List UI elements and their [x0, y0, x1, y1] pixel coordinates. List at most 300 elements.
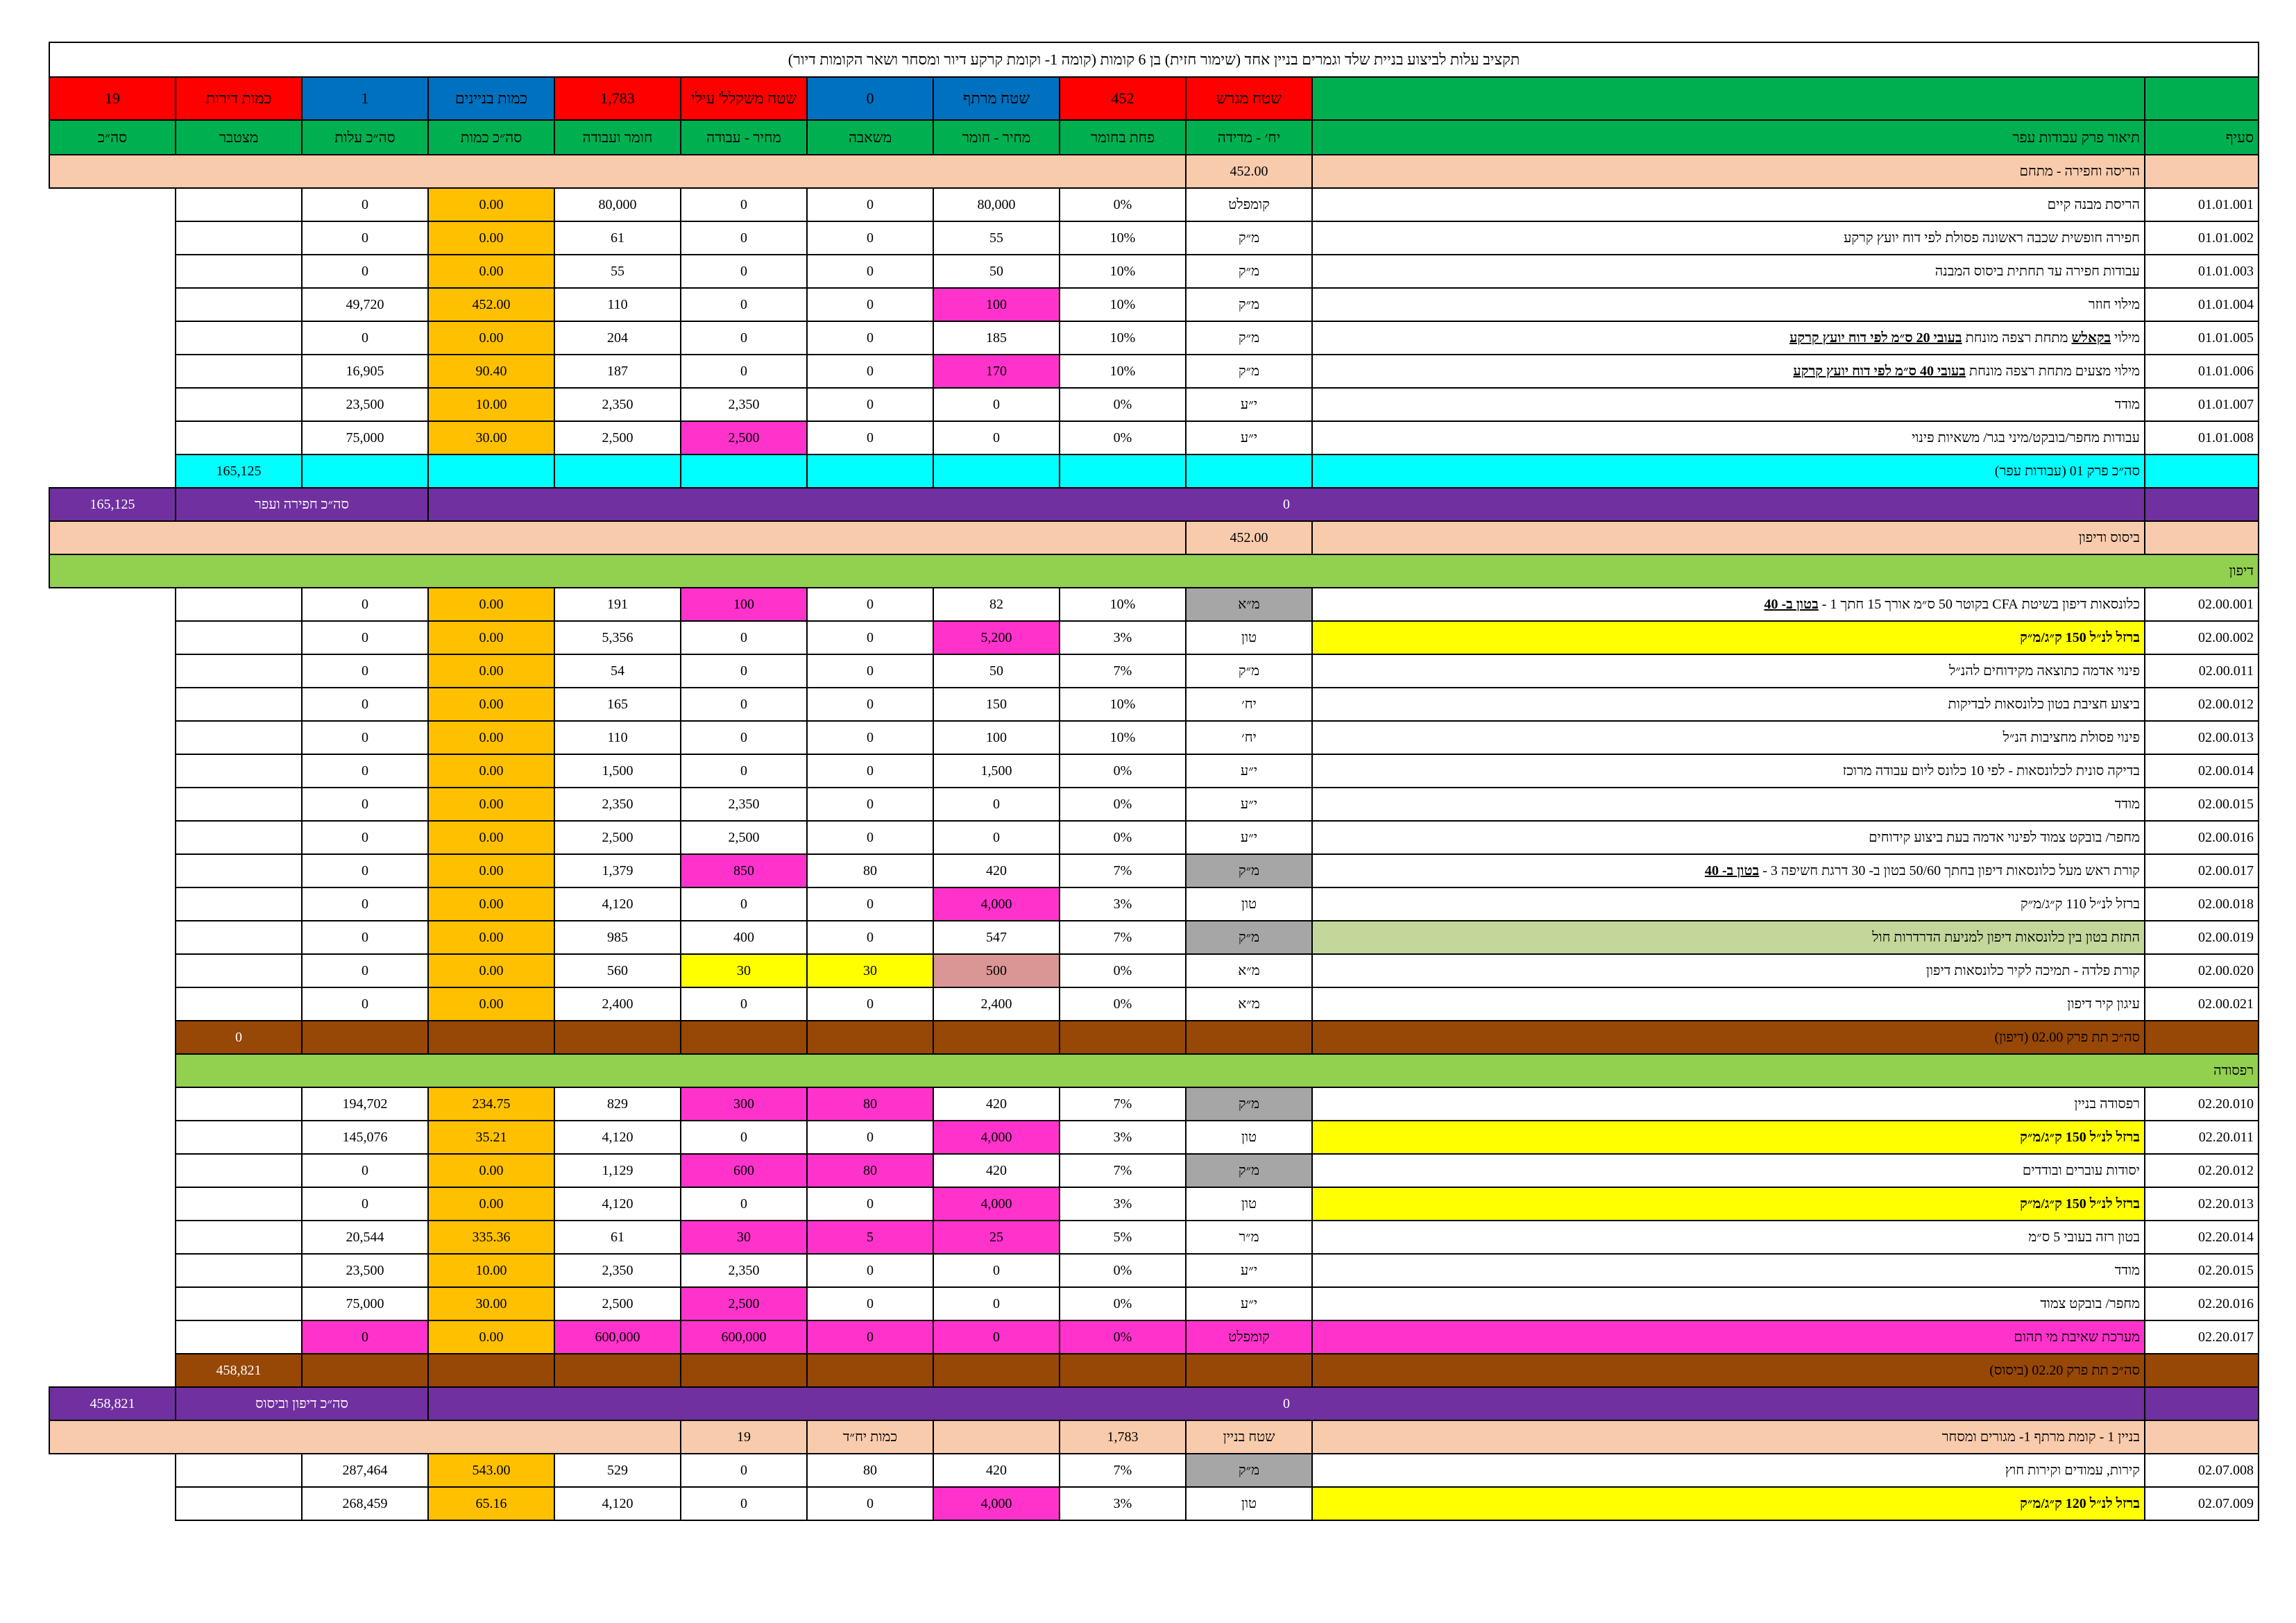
resource-cell: 30	[807, 954, 933, 987]
total-cost-cell: 194,702	[302, 1087, 428, 1121]
section-code-cell: 01.01.003	[2145, 255, 2259, 288]
section-title: ביסוס ודיפון	[1312, 521, 2145, 554]
unit-cell: מ״ק	[1186, 255, 1312, 288]
subsection-title: רפסודה	[176, 1054, 2259, 1087]
resource-cell: 0	[807, 654, 933, 688]
total-qty-cell: 0.00	[428, 588, 554, 621]
table-row	[49, 1454, 2259, 1487]
description-cell: עבודות חפירה עד תחתית ביסוס המבנה	[1312, 255, 2145, 288]
column-headers	[49, 120, 2259, 155]
total-qty-cell: 90.40	[428, 355, 554, 388]
unit-cell: קומפלט	[1186, 188, 1312, 221]
total-cost-cell: 0	[302, 1187, 428, 1221]
waste-cell: 3%	[1060, 887, 1186, 921]
material-work-cell: 2,350	[554, 1254, 681, 1287]
price-work-cell: 0	[681, 255, 807, 288]
price-work-cell: 0	[681, 355, 807, 388]
col-unit: יח׳ - מדידה	[1186, 120, 1312, 155]
waste-cell: 10%	[1060, 721, 1186, 754]
price-material-cell: 150	[933, 688, 1060, 721]
total-cost-cell: 23,500	[302, 1254, 428, 1287]
table-row	[49, 288, 2259, 321]
col-cumulative: מצטבר	[176, 120, 302, 155]
total-qty-cell: 335.36	[428, 1221, 554, 1254]
material-work-cell: 1,500	[554, 754, 681, 788]
section-code-cell: 02.00.015	[2145, 788, 2259, 821]
description-text: מילוי	[2111, 330, 2140, 346]
description-cell: קירות, עמודים וקירות חוץ	[1312, 1454, 2145, 1487]
table-row	[49, 421, 2259, 454]
price-work-cell: 2,500	[681, 421, 807, 454]
resource-cell: 0	[807, 421, 933, 454]
total-cost-cell: 0	[302, 721, 428, 754]
price-work-cell: 600	[681, 1154, 807, 1187]
resource-cell: 0	[807, 921, 933, 954]
unit-cell: מ״ק	[1186, 288, 1312, 321]
table-row	[49, 1221, 2259, 1254]
price-work-cell: 0	[681, 721, 807, 754]
waste-cell: 10%	[1060, 288, 1186, 321]
subsection-floor	[49, 1054, 2259, 1087]
price-work-cell: 2,500	[681, 821, 807, 854]
unit-cell: יח׳	[1186, 721, 1312, 754]
price-material-cell: 100	[933, 721, 1060, 754]
material-work-cell: 2,400	[554, 987, 681, 1021]
resource-cell: 0	[807, 1254, 933, 1287]
unit-cell: קומפלט	[1186, 1320, 1312, 1354]
total-qty-cell: 0.00	[428, 1320, 554, 1354]
table-row	[49, 1287, 2259, 1320]
material-work-cell: 187	[554, 355, 681, 388]
total-qty-cell: 234.75	[428, 1087, 554, 1121]
waste-cell: 10%	[1060, 588, 1186, 621]
price-material-cell: 500	[933, 954, 1060, 987]
material-work-cell: 2,500	[554, 1287, 681, 1320]
table-row	[49, 788, 2259, 821]
price-work-cell: 0	[681, 321, 807, 355]
table-row	[49, 921, 2259, 954]
table-row	[49, 355, 2259, 388]
total-qty-cell: 0.00	[428, 788, 554, 821]
raft-subtotal-row	[49, 1354, 2259, 1387]
section-header-foundation	[49, 521, 2259, 554]
waste-cell: 10%	[1060, 688, 1186, 721]
section-code-cell: 01.01.008	[2145, 421, 2259, 454]
price-work-cell: 0	[681, 688, 807, 721]
price-material-cell: 2,400	[933, 987, 1060, 1021]
section-code-cell: 02.20.011	[2145, 1121, 2259, 1154]
description-emphasis: בעובי 20 ס״מ לפי דוח יועץ קרקע	[1789, 330, 1962, 346]
description-cell	[1312, 1187, 2145, 1221]
section-code-cell: 02.20.017	[2145, 1320, 2259, 1354]
price-work-cell: 850	[681, 854, 807, 887]
unit-cell: מ״ק	[1186, 654, 1312, 688]
total-qty-cell: 0.00	[428, 1154, 554, 1187]
price-material-cell: 420	[933, 1154, 1060, 1187]
price-work-cell: 2,350	[681, 1254, 807, 1287]
buildings-count: 1	[302, 77, 428, 120]
resource-cell: 0	[807, 221, 933, 255]
description-cell	[1312, 621, 2145, 654]
description-cell: פינוי אדמה כתוצאה מקידוחים להנ״ל	[1312, 654, 2145, 688]
table-row	[49, 1154, 2259, 1187]
raft-rows	[49, 1087, 2259, 1354]
section-code-cell: 02.20.012	[2145, 1154, 2259, 1187]
description-cell: בטון רזה בעובי 5 ס״מ	[1312, 1221, 2145, 1254]
section-code-cell: 01.01.007	[2145, 388, 2259, 421]
description-cell: מערכת שאיבת מי תהום	[1312, 1320, 2145, 1354]
col-price-material: מחיר - חומר	[933, 120, 1060, 155]
unit-cell: מ״ק	[1186, 1154, 1312, 1187]
resource-cell: 0	[807, 788, 933, 821]
resource-cell: 0	[807, 987, 933, 1021]
waste-cell: 0%	[1060, 1287, 1186, 1320]
col-material-work: חומר ועבודה	[554, 120, 681, 155]
price-material-cell: 4,000	[933, 1487, 1060, 1520]
description-cell: הריסת מבנה קיים	[1312, 188, 2145, 221]
total-cost-cell: 0	[302, 921, 428, 954]
price-material-cell: 82	[933, 588, 1060, 621]
table-row	[49, 1121, 2259, 1154]
total-cost-cell: 145,076	[302, 1121, 428, 1154]
section-code-cell: 02.20.016	[2145, 1287, 2259, 1320]
unit-cell: י״ע	[1186, 421, 1312, 454]
price-work-cell: 0	[681, 1454, 807, 1487]
unit-cell: מ״ק	[1186, 321, 1312, 355]
waste-cell: 0%	[1060, 1254, 1186, 1287]
material-work-cell: 829	[554, 1087, 681, 1121]
waste-cell: 0%	[1060, 1320, 1186, 1354]
description-cell: עבודות מחפר/בובקט/מיני בגר/ משאיות פינוי	[1312, 421, 2145, 454]
total-qty-cell: 10.00	[428, 388, 554, 421]
price-work-cell: 0	[681, 621, 807, 654]
table-row	[49, 821, 2259, 854]
total-cost-cell: 23,500	[302, 388, 428, 421]
description-cell: רפסודה בניין	[1312, 1087, 2145, 1121]
lot-area-value: 452	[1060, 77, 1186, 120]
unit-cell: י״ע	[1186, 1254, 1312, 1287]
price-work-cell: 0	[681, 654, 807, 688]
section-code-cell: 02.00.021	[2145, 987, 2259, 1021]
description-cell	[1312, 1121, 2145, 1154]
price-material-cell: 50	[933, 654, 1060, 688]
section-code-cell: 02.00.019	[2145, 921, 2259, 954]
material-work-cell: 5,356	[554, 621, 681, 654]
material-work-cell: 61	[554, 1221, 681, 1254]
section-code-cell: 01.01.006	[2145, 355, 2259, 388]
table-row	[49, 654, 2259, 688]
upper-area-label: שטח משקלל' עילי	[681, 77, 807, 120]
material-work-cell: 54	[554, 654, 681, 688]
resource-cell: 0	[807, 721, 933, 754]
price-material-cell: 420	[933, 1454, 1060, 1487]
earthworks-subtotal-row	[49, 454, 2259, 488]
resource-cell: 0	[807, 388, 933, 421]
price-work-cell: 100	[681, 588, 807, 621]
unit-cell: מ״ק	[1186, 355, 1312, 388]
waste-cell: 0%	[1060, 987, 1186, 1021]
waste-cell: 0%	[1060, 954, 1186, 987]
description-cell: קורת פלדה - תמיכה לקיר כלונסאות דיפון	[1312, 954, 2145, 987]
table-row	[49, 388, 2259, 421]
waste-cell: 10%	[1060, 355, 1186, 388]
resource-cell: 0	[807, 754, 933, 788]
section-code-cell: 02.00.014	[2145, 754, 2259, 788]
total-cost-cell: 0	[302, 821, 428, 854]
total-cost-cell: 49,720	[302, 288, 428, 321]
total-qty-cell: 0.00	[428, 654, 554, 688]
waste-cell: 10%	[1060, 221, 1186, 255]
total-cost-cell: 0	[302, 887, 428, 921]
resource-cell: 0	[807, 1187, 933, 1221]
material-work-cell: 1,379	[554, 854, 681, 887]
total-cost-cell: 75,000	[302, 1287, 428, 1320]
total-cost-cell: 268,459	[302, 1487, 428, 1520]
price-material-cell: 80,000	[933, 188, 1060, 221]
lot-area-label: שטח מגרש	[1186, 77, 1312, 120]
price-work-cell: 2,350	[681, 388, 807, 421]
shoring-rows	[49, 588, 2259, 1021]
unit-cell: מ״ק	[1186, 854, 1312, 887]
total-cost-cell: 0	[302, 854, 428, 887]
total-qty-cell: 0.00	[428, 754, 554, 788]
description-cell: עיגון קיר דיפון	[1312, 987, 2145, 1021]
unit-cell: יח׳	[1186, 688, 1312, 721]
description-cell: יסודות עוברים ובודדים	[1312, 1154, 2145, 1187]
material-work-cell: 4,120	[554, 1487, 681, 1520]
waste-cell: 7%	[1060, 1087, 1186, 1121]
earthworks-cumulative: 165,125	[176, 454, 302, 488]
basement-area-label: שטח מרתף	[933, 77, 1060, 120]
section-code-cell: 02.00.013	[2145, 721, 2259, 754]
section-code-cell: 02.00.001	[2145, 588, 2259, 621]
dig-total-value: 165,125	[49, 488, 176, 521]
table-row	[49, 1187, 2259, 1221]
resource-cell: 0	[807, 821, 933, 854]
total-qty-cell: 0.00	[428, 821, 554, 854]
resource-cell: 0	[807, 288, 933, 321]
price-material-cell: 0	[933, 788, 1060, 821]
total-qty-cell: 0.00	[428, 921, 554, 954]
waste-cell: 10%	[1060, 255, 1186, 288]
resource-cell: 0	[807, 887, 933, 921]
resource-cell: 0	[807, 1287, 933, 1320]
table-row	[49, 1487, 2259, 1520]
col-price-work: מחיר - עבודה	[681, 120, 807, 155]
unit-cell: טון	[1186, 887, 1312, 921]
price-material-cell: 185	[933, 321, 1060, 355]
price-work-cell: 0	[681, 188, 807, 221]
description-emphasis: ברזל לנ״ל 120 ק״ג/מ״ק	[2020, 1495, 2140, 1511]
raft-subtotal-label: סה״כ תת פרק 02.20 (ביסוס)	[1312, 1354, 2145, 1387]
table-row	[49, 1320, 2259, 1354]
resource-cell: 0	[807, 255, 933, 288]
col-resource: משאבה	[807, 120, 933, 155]
waste-cell: 0%	[1060, 188, 1186, 221]
resource-cell: 0	[807, 188, 933, 221]
raft-cumulative: 458,821	[176, 1354, 302, 1387]
section-code-cell: 01.01.005	[2145, 321, 2259, 355]
unit-cell: י״ע	[1186, 1287, 1312, 1320]
resource-cell: 80	[807, 854, 933, 887]
description-emphasis: בטון ב- 40	[1704, 863, 1760, 878]
waste-cell: 7%	[1060, 921, 1186, 954]
section-code-cell: 01.01.001	[2145, 188, 2259, 221]
price-work-cell: 0	[681, 1121, 807, 1154]
price-material-cell: 420	[933, 854, 1060, 887]
col-description: תיאור פרק עבודות עפר	[1312, 120, 2145, 155]
resource-cell: 0	[807, 1320, 933, 1354]
waste-cell: 0%	[1060, 788, 1186, 821]
section-code-cell: 02.00.018	[2145, 887, 2259, 921]
earthworks-subtotal-label: סה״כ פרק 01 (עבודות עפר)	[1312, 454, 2145, 488]
section-code-cell: 02.20.010	[2145, 1087, 2259, 1121]
total-qty-cell: 0.00	[428, 221, 554, 255]
sheet-title: תקציב עלות לביצוע בניית שלד וגמרים בניין אחד (שימור חזית) בן 6 קומות (קומה 1- וקומת קרקע דיור ומסחר ושאר הקומות דיור)	[49, 42, 2259, 77]
material-work-cell: 191	[554, 588, 681, 621]
price-material-cell: 4,000	[933, 887, 1060, 921]
price-material-cell: 4,000	[933, 1121, 1060, 1154]
price-work-cell: 0	[681, 1487, 807, 1520]
description-text: מתחת רצפה מונחת	[1962, 330, 2072, 346]
unit-cell: טון	[1186, 1487, 1312, 1520]
total-qty-cell: 0.00	[428, 1187, 554, 1221]
price-work-cell: 0	[681, 221, 807, 255]
shoring-subtotal-value: 0	[176, 1021, 302, 1054]
table-row	[49, 221, 2259, 255]
price-material-cell: 0	[933, 1320, 1060, 1354]
resource-cell: 0	[807, 688, 933, 721]
section-code-cell: 02.20.013	[2145, 1187, 2259, 1221]
price-material-cell: 0	[933, 1254, 1060, 1287]
total-qty-cell: 0.00	[428, 954, 554, 987]
total-qty-cell: 0.00	[428, 887, 554, 921]
unit-cell: מ״ר	[1186, 1221, 1312, 1254]
foundation-total-label: סה״כ דיפון וביסוס	[176, 1387, 428, 1420]
material-work-cell: 55	[554, 255, 681, 288]
total-qty-cell: 0.00	[428, 188, 554, 221]
total-qty-cell: 0.00	[428, 688, 554, 721]
resource-cell: 0	[807, 621, 933, 654]
description-cell	[1312, 1487, 2145, 1520]
material-work-cell: 985	[554, 921, 681, 954]
description-emphasis: ברזל לנ״ל 150 ק״ג/מ״ק	[2020, 629, 2140, 645]
table-row	[49, 754, 2259, 788]
material-work-cell: 2,350	[554, 788, 681, 821]
material-work-cell: 4,120	[554, 1121, 681, 1154]
section-code-cell: 02.00.012	[2145, 688, 2259, 721]
resource-cell: 80	[807, 1154, 933, 1187]
price-material-cell: 547	[933, 921, 1060, 954]
total-qty-cell: 30.00	[428, 1287, 554, 1320]
total-cost-cell: 0	[302, 621, 428, 654]
table-row	[49, 887, 2259, 921]
section-code-cell: 01.01.002	[2145, 221, 2259, 255]
price-material-cell: 420	[933, 1087, 1060, 1121]
building-area-value: 1,783	[1060, 1420, 1186, 1454]
waste-cell: 7%	[1060, 1454, 1186, 1487]
total-qty-cell: 0.00	[428, 321, 554, 355]
total-qty-cell: 35.21	[428, 1121, 554, 1154]
description-text: מילוי מצעים מתחת רצפה מונחת	[1965, 363, 2140, 379]
waste-cell: 3%	[1060, 621, 1186, 654]
buildings-label: כמות בניינים	[428, 77, 554, 120]
table-row	[49, 1254, 2259, 1287]
building-rows	[49, 1454, 2259, 1520]
price-work-cell: 0	[681, 754, 807, 788]
resource-cell: 5	[807, 1221, 933, 1254]
total-cost-cell: 0	[302, 221, 428, 255]
unit-cell: מ״ק	[1186, 1454, 1312, 1487]
description-text: קורת ראש מעל כלונסאות דיפון בחתך 50/60 בטון ב- 30 דרגת חשיפה 3 -	[1759, 863, 2140, 878]
price-material-cell: 0	[933, 388, 1060, 421]
material-work-cell: 4,120	[554, 1187, 681, 1221]
description-cell	[1312, 588, 2145, 621]
total-cost-cell: 0	[302, 654, 428, 688]
section-code-cell: 02.00.020	[2145, 954, 2259, 987]
col-total-qty: סה״כ כמות	[428, 120, 554, 155]
resource-cell: 0	[807, 1487, 933, 1520]
waste-cell: 7%	[1060, 654, 1186, 688]
price-work-cell: 0	[681, 1187, 807, 1221]
total-cost-cell: 0	[302, 754, 428, 788]
description-emphasis: בטון ב- 40	[1764, 596, 1819, 612]
waste-cell: 7%	[1060, 1154, 1186, 1187]
description-cell	[1312, 355, 2145, 388]
price-material-cell: 0	[933, 821, 1060, 854]
foundation-total-value: 458,821	[49, 1387, 176, 1420]
description-cell: פינוי פסולת מחציבות הנ״ל	[1312, 721, 2145, 754]
col-section: סעיף	[2145, 120, 2259, 155]
total-qty-cell: 452.00	[428, 288, 554, 321]
description-cell: מודד	[1312, 1254, 2145, 1287]
table-row	[49, 1087, 2259, 1121]
section-code-cell: 02.20.015	[2145, 1254, 2259, 1287]
material-work-cell: 560	[554, 954, 681, 987]
price-material-cell: 100	[933, 288, 1060, 321]
section-code-cell: 02.00.002	[2145, 621, 2259, 654]
unit-cell: מ״א	[1186, 987, 1312, 1021]
dig-total-row	[49, 488, 2259, 521]
waste-cell: 10%	[1060, 321, 1186, 355]
total-cost-cell: 0	[302, 1154, 428, 1187]
upper-area-value: 1,783	[554, 77, 681, 120]
material-work-cell: 2,500	[554, 421, 681, 454]
description-cell: מודד	[1312, 788, 2145, 821]
price-work-cell: 30	[681, 1221, 807, 1254]
total-qty-cell: 10.00	[428, 1254, 554, 1287]
price-material-cell: 4,000	[933, 1187, 1060, 1221]
total-qty-cell: 30.00	[428, 421, 554, 454]
resource-cell: 0	[807, 1121, 933, 1154]
unit-cell: טון	[1186, 621, 1312, 654]
waste-cell: 3%	[1060, 1487, 1186, 1520]
price-work-cell: 2,350	[681, 788, 807, 821]
total-cost-cell: 16,905	[302, 355, 428, 388]
resource-cell: 0	[807, 588, 933, 621]
shoring-subtotal-row	[49, 1021, 2259, 1054]
price-material-cell: 1,500	[933, 754, 1060, 788]
section-code-cell: 02.00.016	[2145, 821, 2259, 854]
summary-bar	[49, 77, 2259, 120]
resource-cell: 80	[807, 1087, 933, 1121]
waste-cell: 0%	[1060, 388, 1186, 421]
price-work-cell: 30	[681, 954, 807, 987]
material-work-cell: 600,000	[554, 1320, 681, 1354]
unit-cell: י״ע	[1186, 388, 1312, 421]
section-title: הריסה וחפירה - מתחם	[1312, 155, 2145, 188]
material-work-cell: 204	[554, 321, 681, 355]
